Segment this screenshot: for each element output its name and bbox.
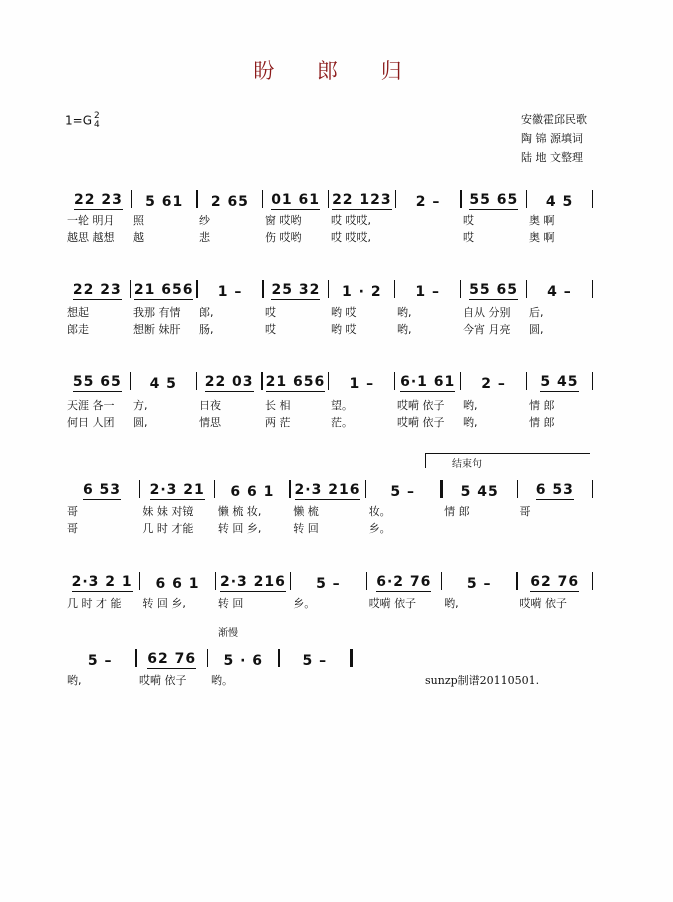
lyric: 哥: [67, 522, 78, 535]
notes: 1 –: [349, 376, 375, 392]
tempo-mark: 渐慢: [218, 628, 238, 639]
measure: [329, 376, 394, 392]
measure: [443, 484, 517, 500]
lyric: 两 茫: [265, 416, 291, 429]
notes: 22 03: [204, 374, 254, 390]
notes: 5 –: [390, 484, 415, 500]
barline: [592, 190, 593, 208]
measure: [263, 374, 329, 392]
credit-origin: 安徽霍邱民歌: [521, 113, 587, 126]
notes: 2·3 216: [294, 482, 361, 498]
notes: 62 76: [530, 574, 580, 590]
lyric-line: [65, 414, 593, 430]
lyric: [518, 520, 593, 536]
measure: [462, 192, 527, 210]
measure: [140, 482, 214, 500]
measure: [396, 194, 461, 210]
notes: 4 5: [149, 376, 177, 392]
measure: [263, 192, 328, 210]
measure: [367, 574, 441, 592]
notes: 2 65: [210, 194, 249, 210]
staff-row-5: [65, 566, 593, 592]
lyric: 哟,: [397, 306, 412, 319]
lyric: 想起: [67, 306, 89, 319]
notes: 1 –: [415, 284, 440, 300]
notes: 22 23: [72, 282, 122, 298]
staff-row-3: [65, 366, 593, 392]
notes: 25 32: [271, 282, 321, 298]
lyric: 一轮 明月: [67, 214, 115, 227]
lyric-line: [65, 595, 593, 611]
measure: [65, 482, 139, 500]
notes: 22 123: [332, 192, 392, 208]
measure: [395, 374, 460, 392]
credit-lyricist: 陶 锦 源填词: [521, 132, 583, 145]
measure: [208, 653, 278, 669]
notes: 2·3 216: [220, 574, 286, 590]
notes: 5 –: [466, 576, 492, 592]
lyric: 妹 妹 对镜: [142, 505, 194, 518]
lyric: 情思: [199, 416, 221, 429]
lyric: 哎: [265, 323, 276, 336]
final-barline: [350, 649, 353, 667]
lyric: 方,: [133, 399, 148, 412]
lyric: [281, 672, 353, 688]
measure: [518, 482, 592, 500]
measure: [65, 574, 139, 592]
measure: [518, 574, 592, 592]
lyric: 日夜: [199, 399, 221, 412]
lyric-line: [65, 304, 593, 320]
notes: 5 61: [145, 194, 184, 210]
measure: [366, 484, 440, 500]
credit-arranger: 陆 地 文整理: [521, 151, 583, 164]
lyric: 郎,: [199, 306, 214, 319]
ending-bracket: [425, 453, 590, 468]
measure: [264, 282, 329, 300]
lyric-line: [65, 229, 593, 245]
lyric: 乡。: [293, 597, 316, 610]
lyric-line: [65, 672, 353, 688]
lyric: 望。: [331, 399, 353, 412]
lyric: 圆,: [133, 416, 148, 429]
lyric: 哟。: [211, 674, 233, 687]
barline: [592, 280, 593, 298]
notes: 6 6 1: [230, 484, 275, 500]
lyric: 情 郎: [529, 399, 555, 412]
measure: [527, 284, 592, 300]
barline: [592, 572, 593, 590]
notes: 21 656: [133, 282, 194, 298]
page-title: 盼 郎 归: [253, 59, 420, 83]
lyric: 哥: [67, 505, 78, 518]
lyric: 哟 哎: [331, 306, 357, 319]
measure: [395, 284, 460, 300]
measure: [215, 484, 289, 500]
lyric: 长 相: [265, 399, 291, 412]
lyric-line: [65, 321, 593, 337]
notes: 6 53: [82, 482, 122, 498]
lyric: 奥 啊: [529, 231, 555, 244]
measure: [198, 194, 263, 210]
measure: [329, 192, 395, 210]
measure: [137, 651, 207, 669]
lyric: 想断 妹肝: [133, 323, 181, 336]
measure: [198, 284, 263, 300]
key-signature: [65, 112, 100, 130]
lyric: 后,: [529, 306, 544, 319]
notes: 4 5: [545, 194, 574, 210]
lyric: 哎 哎哎,: [331, 231, 371, 244]
barline: [592, 480, 593, 498]
notes: 5 –: [302, 653, 328, 669]
lyric: 茫。: [331, 416, 353, 429]
lyric-line: [65, 520, 593, 536]
notes: 2·3 21: [149, 482, 205, 498]
notes: 6 6 1: [155, 576, 200, 592]
lyric: 我那 有情: [133, 306, 181, 319]
lyric: 懒 梳: [293, 505, 319, 518]
lyric: 哟,: [397, 323, 412, 336]
notes: 62 76: [147, 651, 197, 667]
lyric: 肠,: [199, 323, 214, 336]
lyric: 几 时 才能: [142, 522, 194, 535]
measure: [461, 282, 526, 300]
measure: [280, 653, 350, 669]
measure: [140, 576, 214, 592]
time-top: 2: [94, 111, 100, 121]
measure: [329, 284, 394, 300]
lyric: 转 回 乡,: [217, 522, 262, 535]
key-tonic: 1=G: [65, 113, 92, 128]
credits: [521, 110, 587, 167]
lyric: [395, 229, 461, 245]
lyric: 奥 啊: [529, 214, 555, 227]
lyric-line: [65, 397, 593, 413]
lyric: 悲: [199, 231, 210, 244]
measure: [66, 192, 131, 210]
lyric: 越思 越想: [67, 231, 115, 244]
notes: 5 –: [87, 653, 113, 669]
measure: [461, 376, 526, 392]
notes: 5 –: [316, 576, 341, 592]
lyric: 天涯 各一: [67, 399, 115, 412]
lyric: 哟,: [67, 674, 82, 687]
lyric: 哟,: [463, 416, 478, 429]
lyric: 哎嗬 依子: [368, 597, 417, 610]
measure: [527, 374, 592, 392]
measure: [131, 376, 196, 392]
ending-label: 结束句: [452, 459, 482, 470]
lyric: 伤 哎哟: [265, 231, 302, 244]
lyric: 哟,: [444, 597, 459, 610]
measure: [291, 576, 365, 592]
notes: 1 –: [217, 284, 243, 300]
notes: 22 23: [74, 192, 123, 208]
notes: 2·3 2 1: [71, 574, 133, 590]
lyric: 哎: [463, 214, 474, 227]
notes: 55 65: [469, 192, 519, 208]
measure: [65, 653, 135, 669]
measure: [132, 194, 197, 210]
notes: 1 · 2: [342, 284, 382, 300]
lyric: 哎 哎哎,: [331, 214, 371, 227]
lyric: 哥: [519, 505, 531, 518]
notes: 5 45: [540, 374, 579, 390]
lyric: 几 时 才 能: [67, 597, 122, 610]
measure: [442, 576, 516, 592]
lyric: 乡。: [368, 522, 391, 535]
lyric: 哎嗬 依子: [139, 674, 187, 687]
lyric: 懒 梳 妆,: [217, 505, 262, 518]
lyric: [395, 212, 461, 228]
notes: 5 45: [460, 484, 499, 500]
notes: 2 –: [481, 376, 506, 392]
time-bottom: 4: [94, 120, 100, 130]
lyric: 哎: [463, 231, 474, 244]
lyric: 哟,: [463, 399, 478, 412]
lyric: 妆。: [368, 505, 391, 518]
notes: 2 –: [415, 194, 441, 210]
lyric: 越: [133, 231, 144, 244]
lyric: 哟 哎: [331, 323, 357, 336]
lyric: 圆,: [529, 323, 544, 336]
measure: [216, 574, 290, 592]
lyric: [442, 520, 517, 536]
time-signature: [94, 112, 100, 130]
lyric: 哎嗬 依子: [397, 416, 445, 429]
measure: [291, 482, 365, 500]
measure: [131, 282, 197, 300]
measure: [65, 374, 130, 392]
notes: 5 · 6: [223, 653, 264, 669]
lyric: 自从 分别: [463, 306, 511, 319]
lyric: 郎走: [67, 323, 89, 336]
arranger-note: sunzp制谱20110501.: [425, 674, 540, 687]
lyric: 哎嗬 依子: [397, 399, 445, 412]
lyric: 转 回: [217, 597, 244, 610]
staff-row-2: [65, 274, 593, 300]
lyric-line: [65, 503, 593, 519]
staff-row-4: [65, 474, 593, 500]
lyric: 窗 哎哟: [265, 214, 302, 227]
notes: 6 53: [535, 482, 574, 498]
lyric: 何日 人团: [67, 416, 115, 429]
lyric: 照: [133, 214, 144, 227]
notes: 4 –: [547, 284, 572, 300]
lyric: 情 郎: [444, 505, 470, 518]
barline: [592, 372, 593, 390]
notes: 21 656: [265, 374, 326, 390]
lyric: 转 回 乡,: [142, 597, 186, 610]
lyric: 哎嗬 依子: [519, 597, 568, 610]
notes: 6·2 76: [376, 574, 432, 590]
staff-row-6: [65, 643, 353, 669]
measure: [527, 194, 592, 210]
notes: 01 61: [271, 192, 321, 208]
notes: 6·1 61: [400, 374, 456, 390]
notes: 55 65: [72, 374, 122, 390]
measure: [65, 282, 130, 300]
lyric: 哎: [265, 306, 276, 319]
lyric: 今宵 月亮: [463, 323, 511, 336]
notes: 55 65: [469, 282, 518, 298]
measure: [197, 374, 262, 392]
lyric: 纱: [199, 214, 210, 227]
lyric-line: [65, 212, 593, 228]
lyric: 转 回: [293, 522, 319, 535]
staff-row-1: [65, 184, 593, 210]
lyric: 情 郎: [529, 416, 555, 429]
